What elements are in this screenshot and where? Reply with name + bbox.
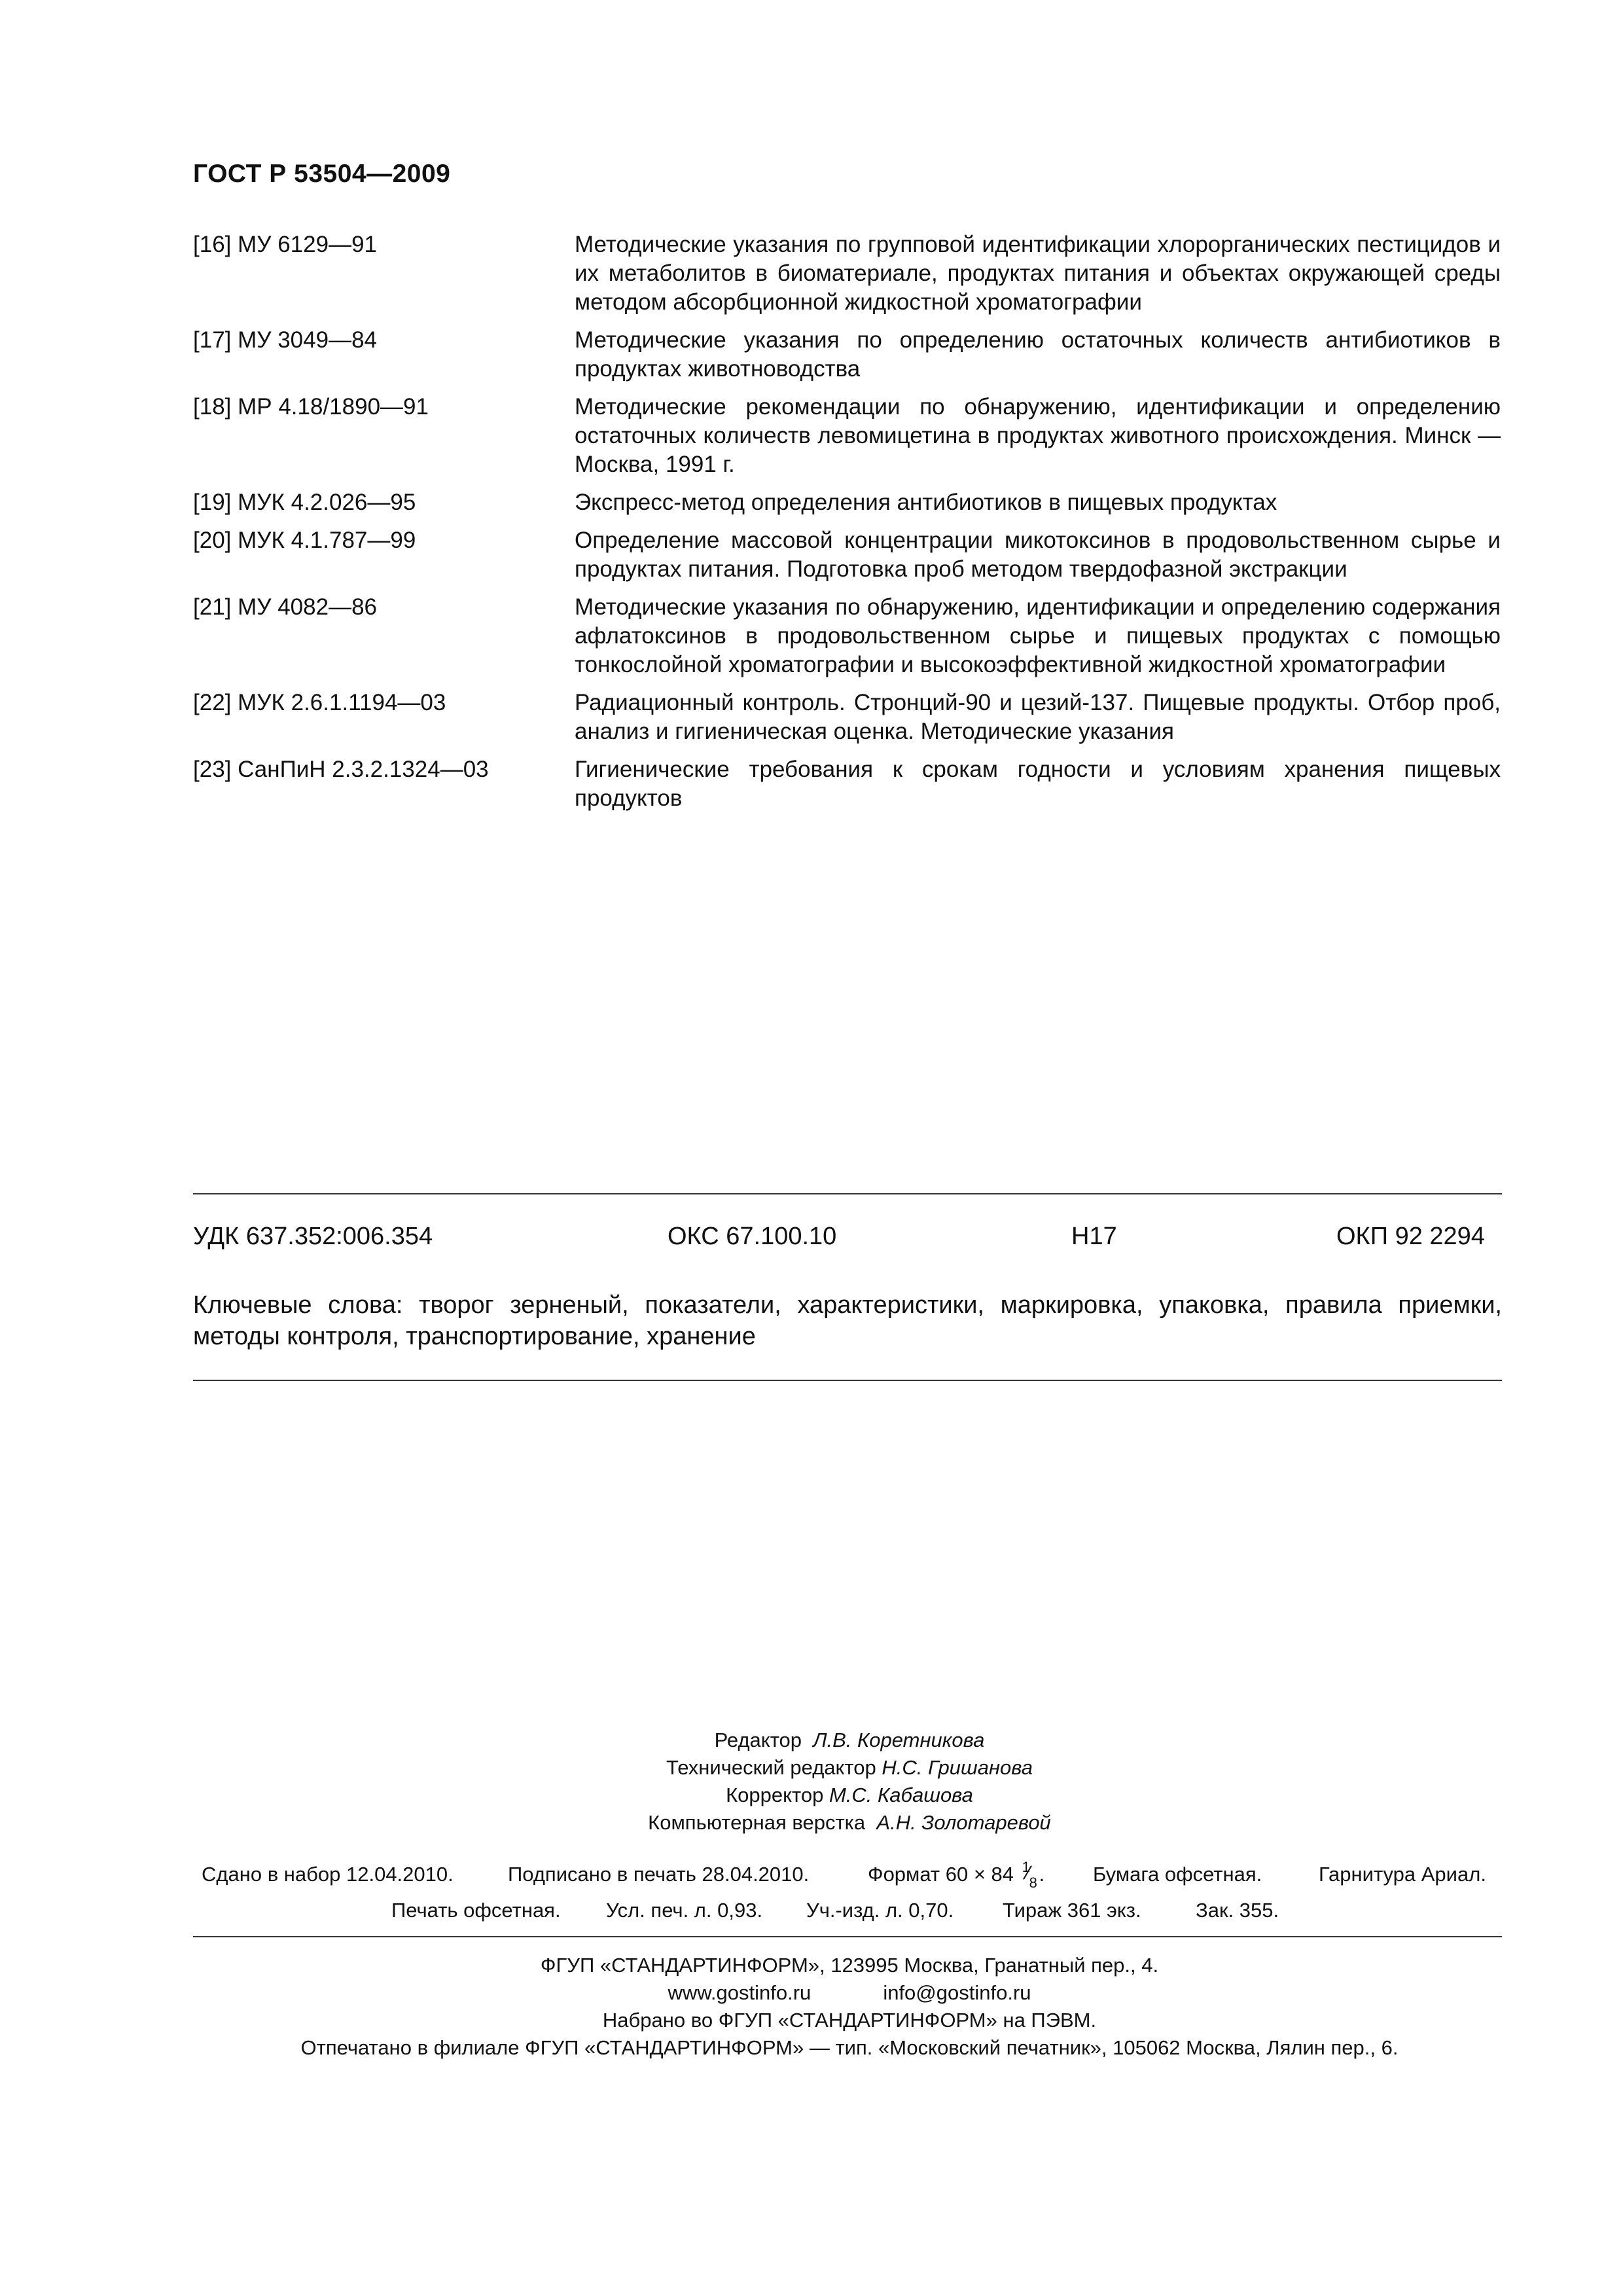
order-number: Зак. 355. — [1196, 1899, 1279, 1922]
divider-middle — [193, 1380, 1502, 1381]
group-code: Н17 — [1071, 1223, 1117, 1250]
reference-item — [193, 689, 1502, 746]
editorial-credits — [0, 1727, 1623, 1837]
publisher-contacts — [0, 1979, 1623, 2007]
typeface: Гарнитура Ариал. — [1319, 1863, 1486, 1886]
reference-description: Гигиенические требования к срокам годности и условиям хранения пищевых продуктов — [575, 757, 1501, 811]
reference-code: [19] МУК 4.2.026—95 — [193, 490, 416, 515]
printed-note: Отпечатано в филиале ФГУП «СТАНДАРТИНФОРМ» — тип. «Московский печатник», 105062 Москва, Лялин пер., 6. — [300, 2036, 1399, 2059]
format-fraction — [1020, 1859, 1039, 1891]
tech-editor-role: Технический редактор — [666, 1756, 876, 1779]
layout-role: Компьютерная верстка — [648, 1811, 866, 1834]
document-designation: ГОСТ Р 53504—2009 — [193, 160, 451, 188]
format-info — [868, 1859, 1045, 1891]
reference-code: [17] МУ 3049—84 — [193, 327, 378, 353]
reference-item — [193, 593, 1502, 679]
reference-code: [22] МУК 2.6.1.1194—03 — [193, 690, 446, 715]
reference-item — [193, 488, 1502, 517]
reference-code: [18] МР 4.18/1890—91 — [193, 394, 429, 420]
udk-code: УДК 637.352:006.354 — [193, 1223, 433, 1250]
tech-editor-line — [0, 1754, 1623, 1782]
usl-pech-l: Усл. печ. л. 0,93. — [606, 1899, 763, 1922]
corrector-name: М.С. Кабашова — [829, 1784, 973, 1806]
typeset-note: Набрано во ФГУП «СТАНДАРТИНФОРМ» на ПЭВМ. — [602, 2009, 1097, 2032]
format-numerator: 1 — [1022, 1859, 1030, 1875]
reference-description: Методические рекомендации по обнаружению, идентификации и определению остаточных количеств левомицетина в продуктах животного происхождения. Минск — Москва, 1991 г. — [575, 394, 1501, 477]
reference-description: Методические указания по групповой идентификации хлорорганических пестицидов и их метаболитов в биоматериале, продуктах питания и объектах окружающей среды методом абсорбционной жидкостной хроматографии — [575, 232, 1501, 315]
reference-code: [21] МУ 4082—86 — [193, 594, 378, 620]
reference-description: Методические указания по определению остаточных количеств антибиотиков в продуктах животноводства — [575, 327, 1501, 382]
signed-date: Подписано в печать 28.04.2010. — [508, 1863, 810, 1886]
publisher-email: info@gostinfo.ru — [883, 1981, 1031, 2004]
reference-code: [16] МУ 6129—91 — [193, 232, 378, 257]
reference-description: Методические указания по обнаружению, идентификации и определению содержания афлатоксинов в продовольственном сырье и пищевых продуктах с помощью тонкослойной хроматографии и высокоэффективной жидкостной хроматографии — [575, 594, 1501, 677]
reference-item — [193, 755, 1502, 813]
format-denominator: 8 — [1029, 1874, 1037, 1891]
okp-code: ОКП 92 2294 — [1336, 1223, 1485, 1250]
format-suffix: . — [1039, 1863, 1045, 1886]
publisher-website: www.gostinfo.ru — [668, 1981, 812, 2004]
layout-name: А.Н. Золотаревой — [876, 1811, 1051, 1834]
oks-code: ОКС 67.100.10 — [668, 1223, 837, 1250]
print-type: Печать офсетная. — [391, 1899, 561, 1922]
print-run: Тираж 361 экз. — [1003, 1899, 1141, 1922]
reference-item — [193, 393, 1502, 479]
divider-top — [193, 1193, 1502, 1194]
publisher-info — [0, 1952, 1623, 2062]
divider-bottom — [193, 1936, 1502, 1937]
format-prefix: Формат 60 × 84 — [868, 1863, 1014, 1886]
reference-description: Радиационный контроль. Стронций-90 и цезий-137. Пищевые продукты. Отбор проб, анализ и гигиеническая оценка. Методические указания — [575, 690, 1501, 744]
reference-item — [193, 326, 1502, 384]
reference-description: Определение массовой концентрации микотоксинов в продовольственном сырье и продуктах питания. Подготовка проб методом твердофазной экстракции — [575, 528, 1501, 582]
sent-date: Сдано в набор 12.04.2010. — [202, 1863, 454, 1886]
paper-type: Бумага офсетная. — [1093, 1863, 1262, 1886]
reference-item — [193, 526, 1502, 584]
tech-editor-name: Н.С. Гришанова — [882, 1756, 1033, 1779]
bibliography-list — [193, 230, 1502, 822]
reference-code: [23] СанПиН 2.3.2.1324—03 — [193, 757, 489, 782]
layout-line — [0, 1809, 1623, 1837]
editor-line — [0, 1727, 1623, 1754]
editor-name: Л.В. Коретникова — [813, 1729, 985, 1751]
corrector-role: Корректор — [726, 1784, 824, 1806]
keywords: Ключевые слова: творог зерненый, показатели, характеристики, маркировка, упаковка, правила приемки, методы контроля, транспортирование, хранение — [193, 1291, 1502, 1350]
corrector-line — [0, 1782, 1623, 1809]
reference-code: [20] МУК 4.1.787—99 — [193, 528, 416, 553]
reference-description: Экспресс-метод определения антибиотиков в пищевых продуктах — [575, 490, 1277, 515]
reference-item — [193, 230, 1502, 317]
publisher-address: ФГУП «СТАНДАРТИНФОРМ», 123995 Москва, Гранатный пер., 4. — [540, 1954, 1159, 1977]
uch-izd-l: Уч.-изд. л. 0,70. — [806, 1899, 954, 1922]
editor-role: Редактор — [714, 1729, 802, 1751]
